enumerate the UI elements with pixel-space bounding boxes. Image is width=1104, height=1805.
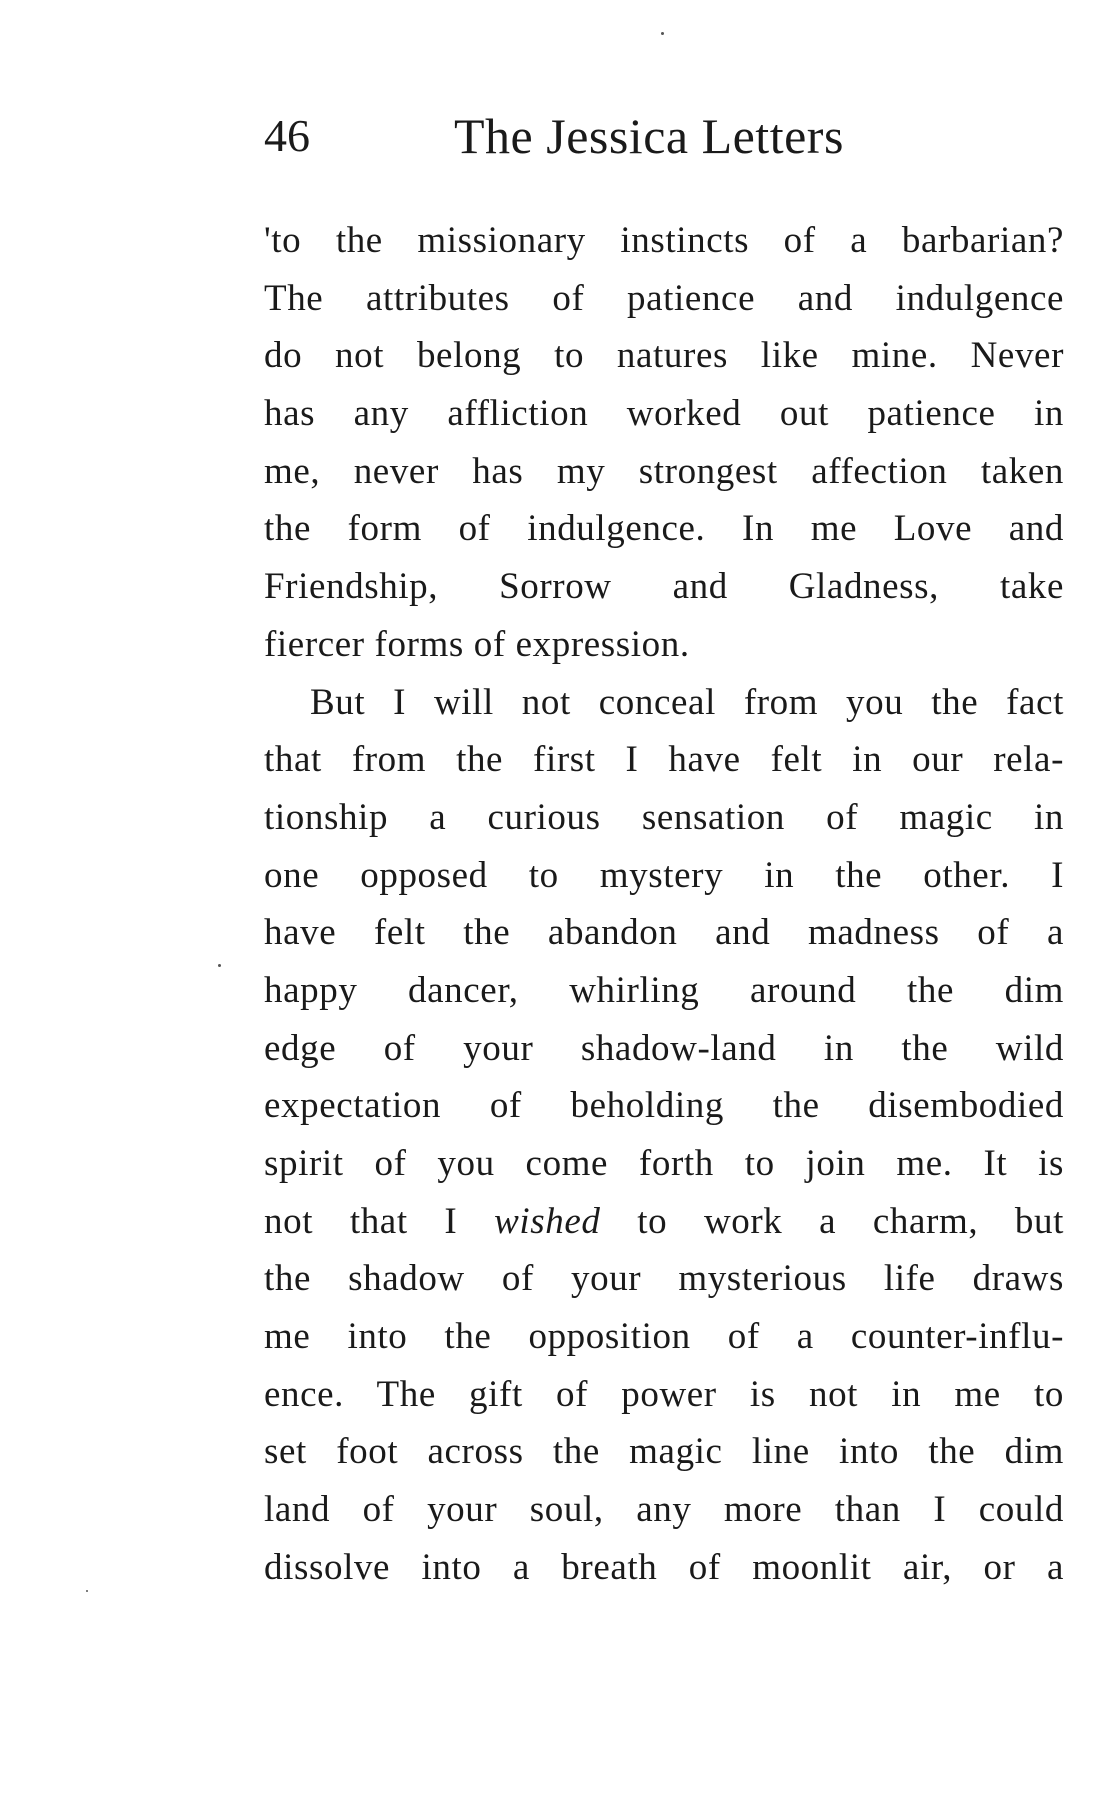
- text-line: me into the opposition of a counter-influ-: [264, 1316, 1064, 1358]
- scan-speck: [86, 1590, 88, 1592]
- text-line: edge of your shadow-land in the wild: [264, 1027, 1064, 1069]
- page-number: 46: [264, 110, 310, 161]
- text-line: ence. The gift of power is not in me to: [264, 1373, 1064, 1415]
- text-line: has any affliction worked out patience in: [264, 393, 1064, 435]
- text-line: that from the first I have felt in our rela-: [264, 739, 1064, 781]
- body-text: [264, 212, 1064, 1597]
- text-line: happy dancer, whirling around the dim: [264, 969, 1064, 1011]
- text-line: have felt the abandon and madness of a: [264, 912, 1064, 954]
- paragraph: [264, 212, 1064, 674]
- scan-speck: [218, 964, 221, 967]
- text-line: But I will not conceal from you the fact: [310, 681, 1064, 723]
- text-line: expectation of beholding the disembodied: [264, 1085, 1064, 1127]
- text-line: set foot across the magic line into the dim: [264, 1431, 1064, 1473]
- text-line: the form of indulgence. In me Love and: [264, 508, 1064, 550]
- text-line: 'to the missionary instincts of a barbarian?: [264, 220, 1064, 261]
- text-line: one opposed to mystery in the other. I: [264, 854, 1064, 896]
- line-text: to work a charm, but: [600, 1200, 1064, 1242]
- line-text: not that I: [264, 1200, 495, 1242]
- text-line: land of your soul, any more than I could: [264, 1489, 1064, 1531]
- running-title: The Jessica Letters: [454, 108, 844, 164]
- text-line: do not belong to natures like mine. Never: [264, 335, 1064, 377]
- text-line: Friendship, Sorrow and Gladness, take: [264, 566, 1064, 608]
- text-line: spirit of you come forth to join me. It is: [264, 1143, 1064, 1184]
- text-line: dissolve into a breath of moonlit air, or a: [264, 1546, 1064, 1588]
- text-line: The attributes of patience and indulgence: [264, 277, 1064, 319]
- text-line: tionship a curious sensation of magic in: [264, 796, 1064, 838]
- paragraph: [264, 674, 1064, 1597]
- text-line: fiercer forms of expression.: [264, 623, 690, 665]
- emphasized-word: wished: [494, 1200, 601, 1242]
- text-line: me, never has my strongest affection taken: [264, 450, 1064, 492]
- page-header: [264, 106, 884, 166]
- text-line: the shadow of your mysterious life draws: [264, 1258, 1064, 1300]
- scan-speck: [661, 32, 664, 35]
- text-line-with-emphasis: [264, 1193, 1064, 1251]
